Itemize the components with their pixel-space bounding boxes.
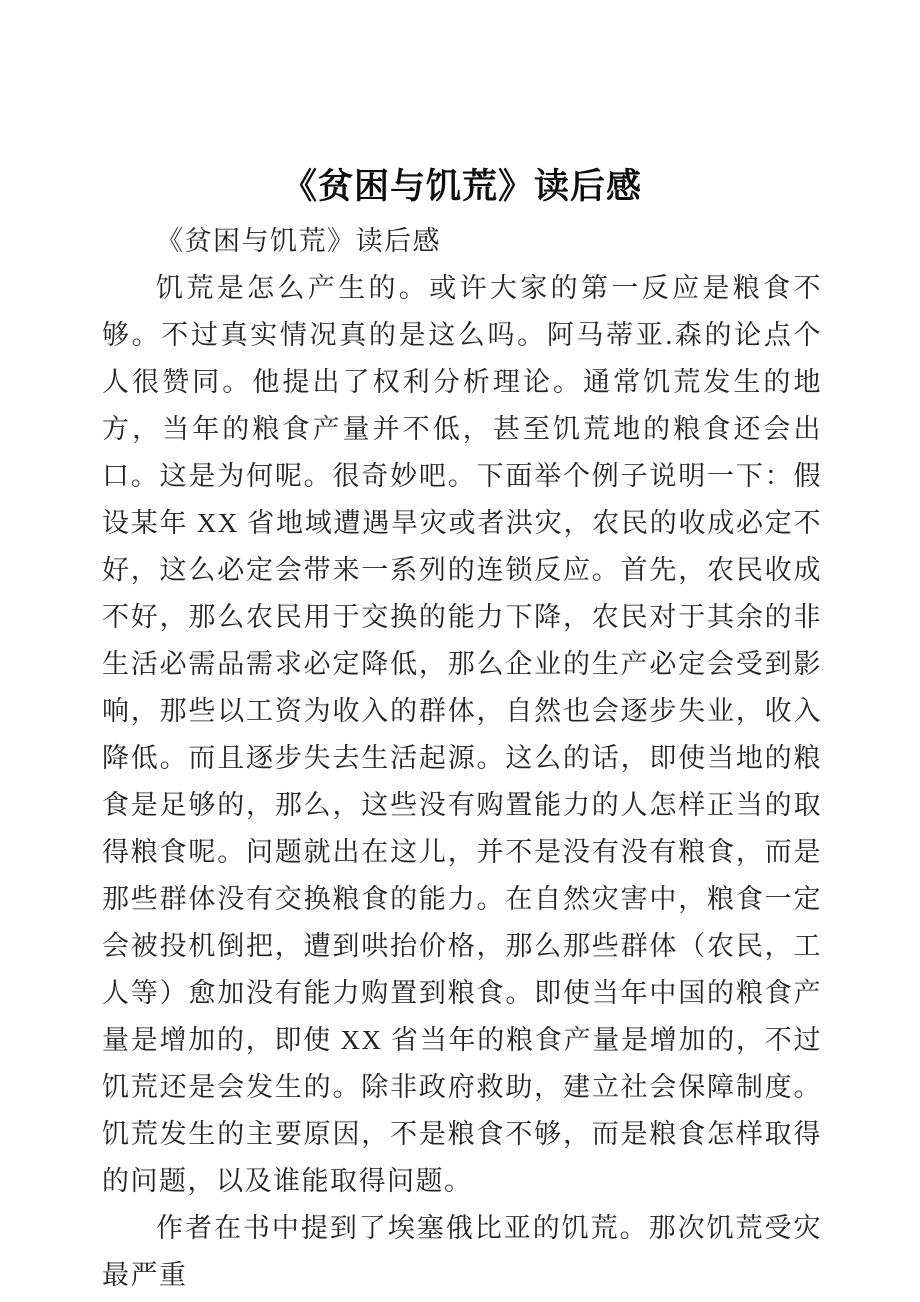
document-body [102,218,822,1299]
paragraph: 饥荒是怎么产生的。或许大家的第一反应是粮食不够。不过真实情况真的是这么吗。阿马蒂亚.森的论点个人很赞同。他提出了权利分析理论。通常饥荒发生的地方，当年的粮食产量并不低，甚至饥荒地的粮食还会出口。这是为何呢。很奇妙吧。下面举个例子说明一下：假设某年 XX 省地域遭遇旱灾或者洪灾，农民的收成必定不好，这么必定会带来一系列的连锁反应。首先，农民收成不好，那么农民用于交换的能力下降，农民对于其余的非生活必需品需求必定降低，那么企业的生产必定会受到影响，那些以工资为收入的群体，自然也会逐步失业，收入降低。而且逐步失去生活起源。这么的话，即使当地的粮食是足够的，那么，这些没有购置能力的人怎样正当的取得粮食呢。问题就出在这儿，并不是没有没有粮食，而是那些群体没有交换粮食的能力。在自然灾害中，粮食一定会被投机倒把，遭到哄抬价格，那么那些群体（农民，工人等）愈加没有能力购置到粮食。即使当年中国的粮食产量是增加的，即使 XX 省当年的粮食产量是增加的，不过饥荒还是会发生的。除非政府救助，建立社会保障制度。饥荒发生的主要原因，不是粮食不够，而是粮食怎样取得的问题，以及谁能取得问题。 [102,273,822,1196]
paragraph: 《贫困与饥荒》读后感 [156,226,441,256]
document-title: 《贫困与饥荒》读后感 [281,167,642,206]
paragraph: 作者在书中提到了埃塞俄比亚的饥荒。那次饥荒受灾最严重 [102,1213,822,1290]
